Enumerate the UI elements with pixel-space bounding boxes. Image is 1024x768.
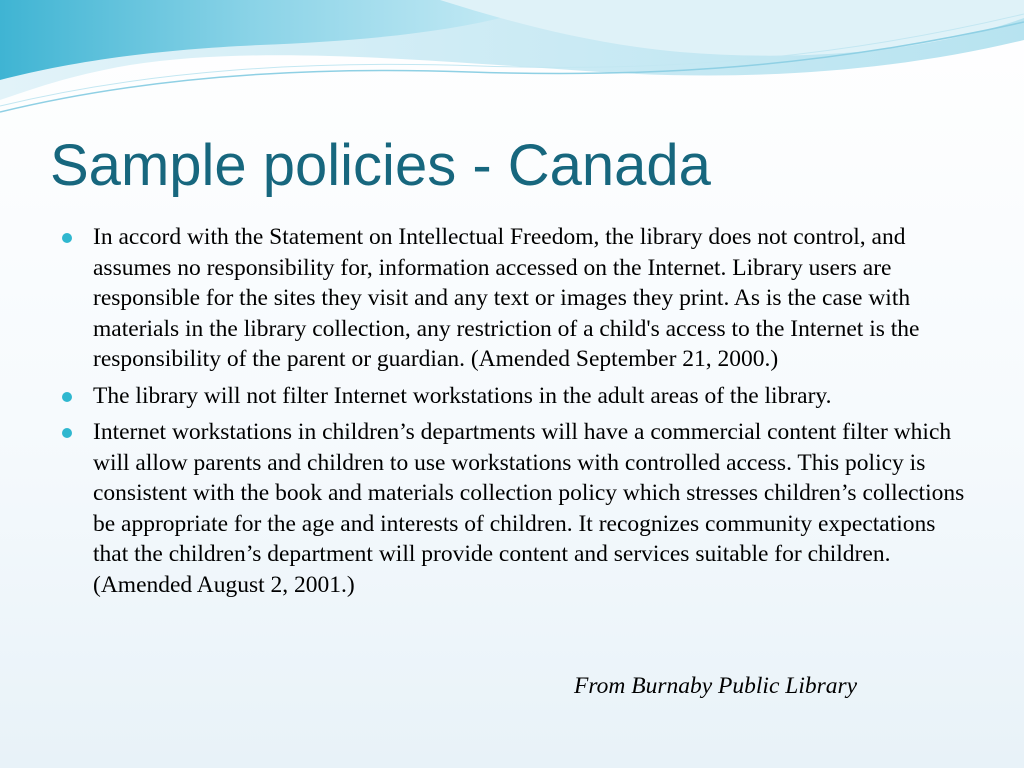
source-attribution: From Burnaby Public Library bbox=[574, 673, 858, 699]
bullet-circle-icon bbox=[62, 392, 72, 402]
bullet-circle-icon bbox=[62, 233, 72, 243]
header-wave-decoration bbox=[0, 0, 1024, 120]
bullet-text: In accord with the Statement on Intellectual Freedom, the library does not control, and assumes no responsibility for, information accessed on the Internet. Library users are responsible for the sites they visit and any text or images they print. As is the case with materials in the library collection, any restriction of a child's access to the Internet is the responsibility of the parent or guardian. (Amended September 21, 2000.) bbox=[93, 224, 920, 372]
slide-title: Sample policies - Canada bbox=[50, 133, 711, 198]
bullet-list bbox=[60, 222, 965, 606]
bullet-item-statement bbox=[60, 222, 965, 375]
bullet-text: Internet workstations in children’s departments will have a commercial content filter which will allow parents and children to use workstations with controlled access. This policy is consistent with the book and materials collection policy which stresses children’s collections be appropriate for the age and interests of children. It recognizes community expectations that the children’s department will provide content and services suitable for children. (Amended August 2, 2001.) bbox=[93, 419, 965, 598]
bullet-item-adult-filter bbox=[60, 381, 965, 412]
bullet-text: The library will not filter Internet workstations in the adult areas of the library. bbox=[93, 382, 832, 409]
bullet-item-children-filter bbox=[60, 417, 965, 600]
bullet-circle-icon bbox=[62, 428, 72, 438]
